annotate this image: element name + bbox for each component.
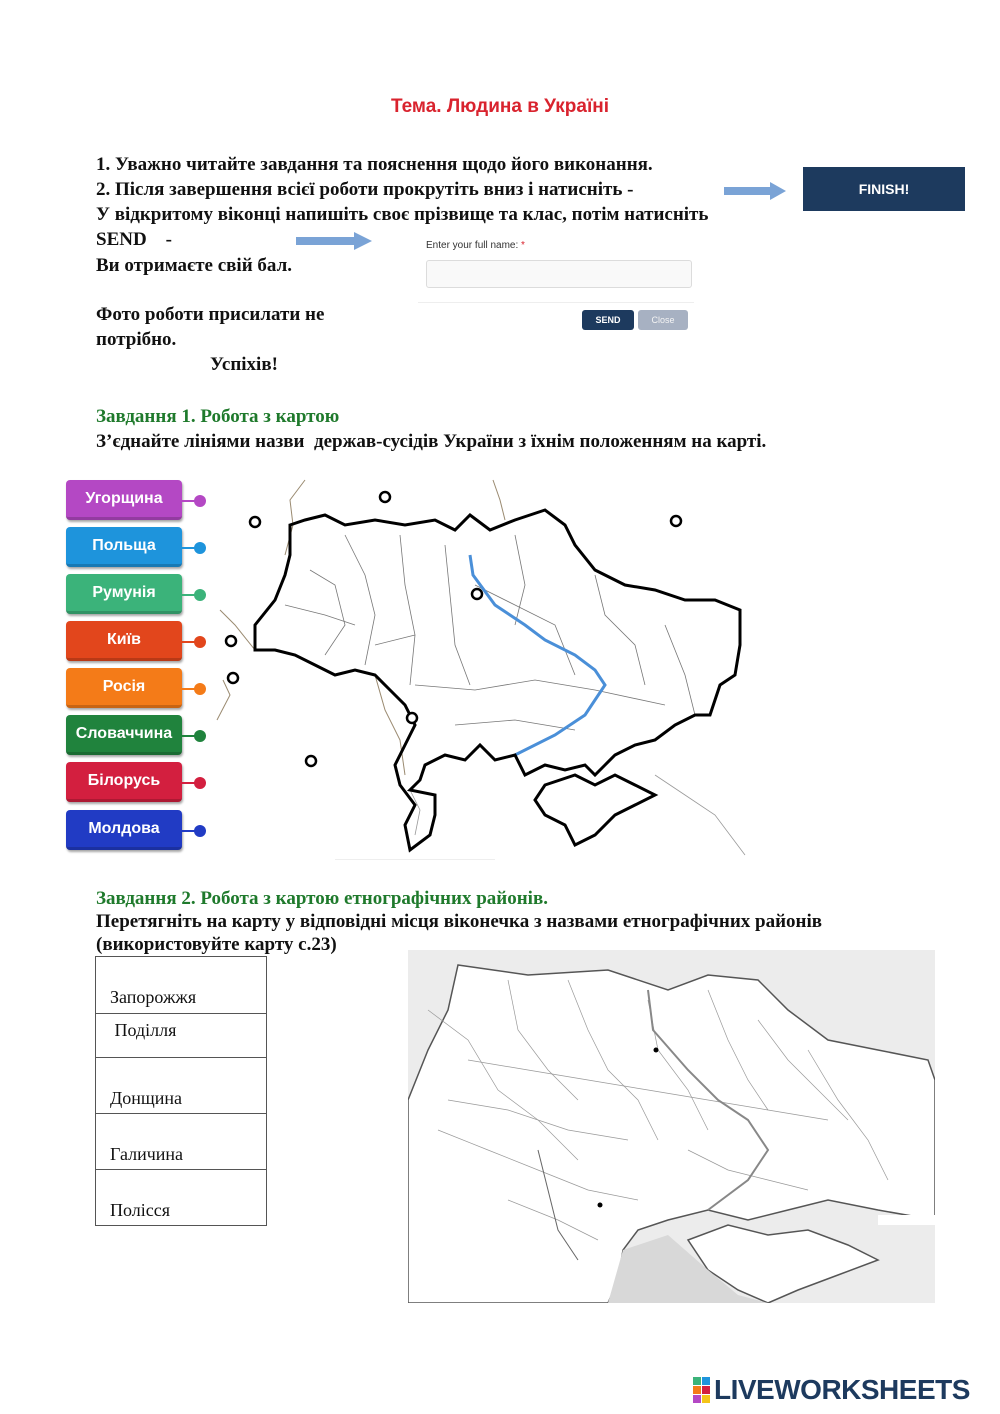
task1-text: З’єднайте лініями назви держав-сусідів України з їхнім положенням на карті. [96,431,767,452]
city-marker [654,1048,659,1053]
name-label-text: Enter your full name: [426,240,519,251]
arrow-right-icon [724,182,788,200]
page-title: Тема. Людина в Україні [390,96,610,117]
answer-circle [671,516,681,526]
city-marker [598,1203,603,1208]
region-box[interactable]: Полісся [96,1170,267,1226]
instruction-line-3: У відкритому віконці напишіть своє прізвище та клас, потім натисніть [96,204,709,225]
country-dot-handle[interactable] [194,825,206,837]
required-mark: * [521,240,525,251]
instruction-line-4: SEND - [96,229,173,250]
country-dot-handle[interactable] [194,683,206,695]
country-label[interactable]: Румунія [66,574,182,614]
answer-circle [228,673,238,683]
country-label[interactable]: Словаччина [66,715,182,755]
country-label[interactable]: Росія [66,668,182,708]
country-dot-handle[interactable] [194,589,206,601]
region-box[interactable]: Галичина [96,1114,267,1170]
dnipro-river [470,555,605,755]
logo-text: LIVEWORKSHEETS [714,1374,970,1405]
finish-button[interactable]: FINISH! [803,167,965,211]
table-row [96,1170,267,1226]
table-row [96,957,267,1014]
answer-circle [380,492,390,502]
table-row [96,1058,267,1114]
task1-title: Завдання 1. Робота з картою [96,406,340,427]
neighbour-border [217,680,230,720]
liveworksheets-logo [693,1374,970,1406]
instruction-line-1: 1. Уважно читайте завдання та пояснення щодо його виконання. [96,154,653,175]
neighbour-border [493,480,505,520]
answer-circle [250,517,260,527]
answer-circle [472,589,482,599]
country-label[interactable]: Молдова [66,810,182,850]
region-box[interactable]: Поділля [96,1014,267,1058]
neighbour-border [285,480,305,555]
answer-circle [226,636,236,646]
ukraine-map [215,475,750,860]
dialog-divider [418,302,694,303]
oblast-borders [285,535,695,730]
task2-title: Завдання 2. Робота з картою етнографічних районів. [96,888,548,909]
country-dot-handle[interactable] [194,542,206,554]
country-label[interactable]: Польща [66,527,182,567]
logo-mark-icon [693,1377,710,1403]
task2-text-2: (використовуйте карту с.23) [96,934,337,955]
name-field-label [426,240,525,251]
good-luck-text: Успіхів! [210,354,278,375]
country-dot-handle[interactable] [194,636,206,648]
region-box[interactable]: Донщина [96,1058,267,1114]
table-row [96,1114,267,1170]
answer-circle [306,756,316,766]
ethnographic-map [408,950,935,1303]
arrow-right-icon [296,232,374,250]
close-button[interactable]: Close [638,310,688,330]
regions-table [95,956,267,1226]
instruction-line-7: потрібно. [96,329,177,350]
crimea-border [535,775,655,845]
country-label[interactable]: Київ [66,621,182,661]
ukraine-border [255,510,740,850]
region-box[interactable]: Запорожжя [96,957,267,1014]
table-row [96,1014,267,1058]
country-dot-handle[interactable] [194,777,206,789]
task2-text-1: Перетягніть на карту у відповідні місця віконечка з назвами етнографічних районів [96,911,823,932]
country-label[interactable]: Угорщина [66,480,182,520]
instruction-line-6: Фото роботи присилати не [96,304,325,325]
instruction-line-2: 2. Після завершення всієї роботи прокрутіть вниз і натисніть - [96,179,634,200]
country-dot-handle[interactable] [194,495,206,507]
neighbour-border [655,775,745,855]
send-button[interactable]: SEND [582,310,634,330]
instruction-line-5: Ви отримаєте свій бал. [96,255,292,276]
full-name-input[interactable] [426,260,692,288]
country-dot-handle[interactable] [194,730,206,742]
answer-circle [407,713,417,723]
map-legend-strip [878,1215,935,1225]
neighbour-border [220,610,255,650]
country-label[interactable]: Білорусь [66,762,182,802]
